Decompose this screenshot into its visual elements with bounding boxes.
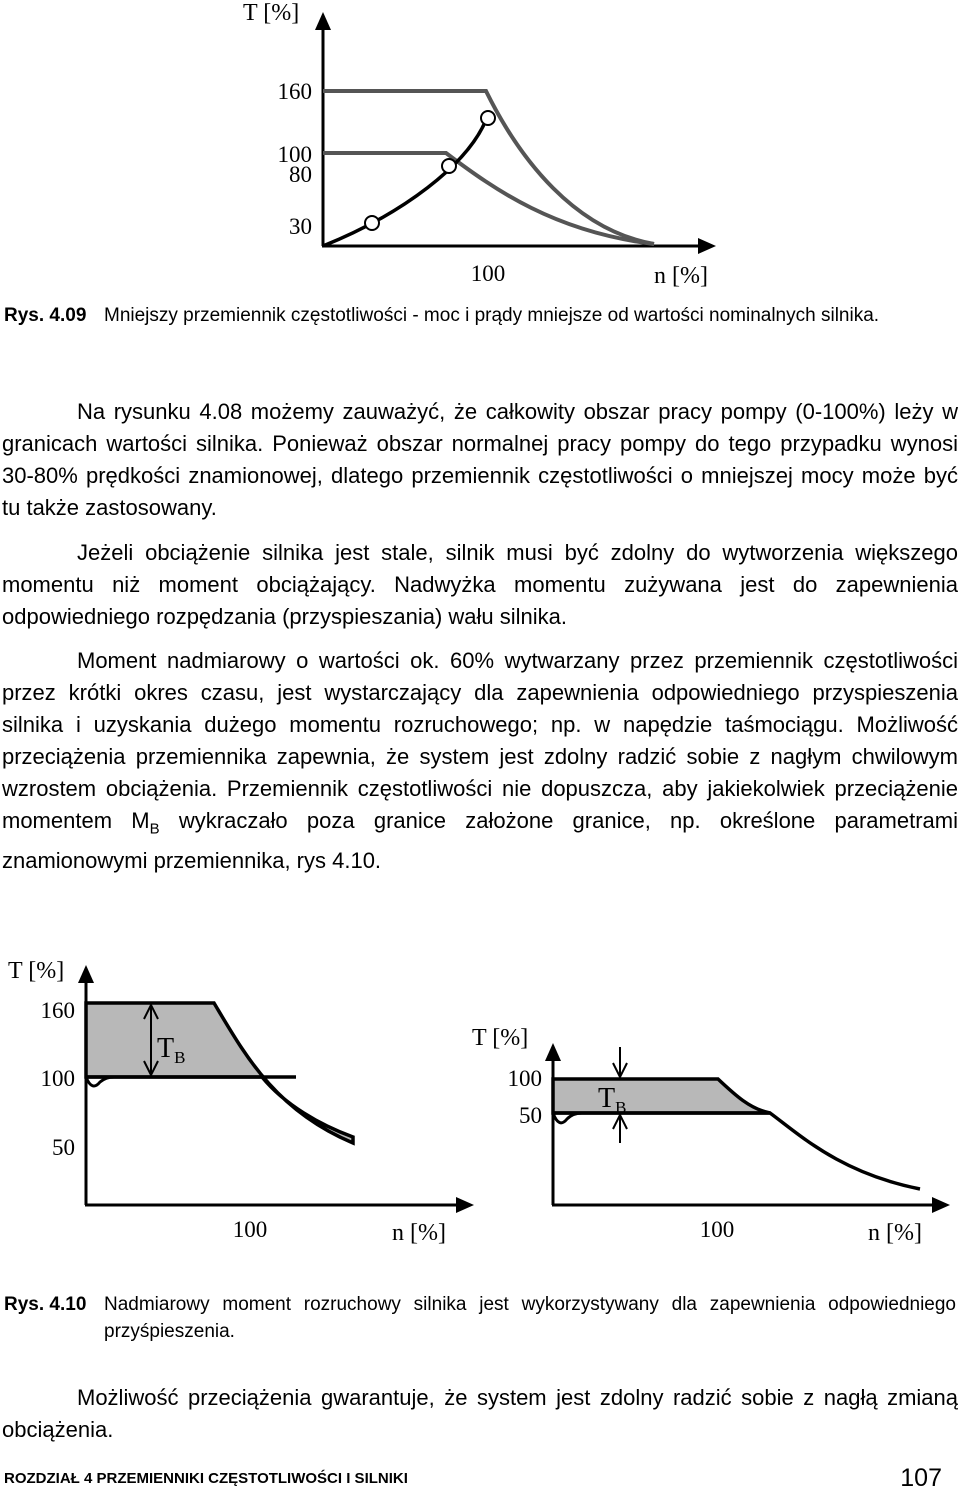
y-tick-160: 160 <box>277 79 312 104</box>
x-axis-arrow <box>698 238 716 254</box>
left-region-label: $T_B$ <box>157 1033 186 1067</box>
left-chart <box>8 958 474 1246</box>
left-y-axis-label: T [%] <box>8 958 65 984</box>
right-y-tick-100: 100 <box>507 1066 542 1091</box>
x-axis-label: n [%] <box>654 263 708 289</box>
right-x-axis-label: n [%] <box>868 1220 922 1246</box>
paragraph-1: Na rysunku 4.08 możemy zauważyć, że całkowity obszar pracy pompy (0-100%) leży w granicach wartości silnika. Ponieważ obszar normalnej pracy pompy do tego przypadku wynosi 30-80% prędkości znamionowej, dlatego przemiennik częstotliwości o mniejszej mocy może być tu także zastosowany. <box>2 399 958 520</box>
operating-points <box>365 111 495 230</box>
left-x-tick-100: 100 <box>232 1217 268 1242</box>
paragraph-3 <box>2 645 958 877</box>
paragraph-3-text-b: wykraczało poza granice założone granice, np. określone parametrami znamionowymi przemiennika, rys 4.10. <box>2 808 958 874</box>
paragraph-3-subscript: B <box>149 820 160 838</box>
left-x-arrow <box>456 1197 474 1213</box>
left-y-tick-50: 50 <box>52 1135 75 1160</box>
right-x-tick-100: 100 <box>699 1217 735 1242</box>
axes <box>322 18 706 246</box>
figure-4-09 <box>0 0 960 300</box>
y-tick-30: 30 <box>289 214 312 239</box>
page-number: 107 <box>900 1464 942 1492</box>
right-nominal-curve <box>553 1113 920 1189</box>
right-region-label: $T_B$ <box>598 1083 627 1117</box>
paragraph-2: Jeżeli obciążenie silnika jest stale, silnik musi być zdolny do wytworzenia większego momentu niż moment obciążający. Nadwyżka momentu zużywana jest do zapewnienia odpowiedniego rozpędzania (przyspieszania) wału silnika. <box>2 540 958 629</box>
left-overload-region <box>86 1003 353 1143</box>
chapter-footer: ROZDZIAŁ 4 PRZEMIENNIKI CZĘSTOTLIWOŚCI I SILNIKI <box>4 1470 408 1487</box>
caption-label: Rys. 4.10 <box>4 1294 87 1315</box>
right-y-tick-50: 50 <box>519 1103 542 1128</box>
figure-caption-4-09 <box>4 302 956 329</box>
paragraph-4: Możliwość przeciążenia gwarantuje, że system jest zdolny radzić sobie z nagłą zmianą obciążenia. <box>2 1385 958 1442</box>
left-x-axis-label: n [%] <box>392 1220 446 1246</box>
load-curve <box>323 115 488 246</box>
left-y-tick-160: 160 <box>40 998 75 1023</box>
figure-4-10 <box>0 945 960 1245</box>
right-y-axis-label: T [%] <box>472 1025 529 1051</box>
right-axes <box>552 1049 940 1205</box>
right-overload-region <box>553 1079 770 1113</box>
figure-caption-4-10 <box>4 1291 956 1345</box>
y-axis-label: T [%] <box>243 0 300 26</box>
right-x-arrow <box>932 1197 950 1213</box>
right-y-arrow <box>545 1043 561 1061</box>
right-chart <box>472 1025 950 1246</box>
y-axis-arrow <box>315 12 331 30</box>
caption-text: Mniejszy przemiennik częstotliwości - moc i prądy mniejsze od wartości nominalnych silnika. <box>104 305 880 326</box>
caption-text: Nadmiarowy moment rozruchowy silnika jest wykorzystywany dla zapewnienia odpowiedniego przyśpieszenia. <box>104 1294 956 1342</box>
y-tick-100: 100 <box>277 142 312 167</box>
y-tick-80: 80 <box>289 162 312 187</box>
left-y-tick-100: 100 <box>40 1066 75 1091</box>
x-tick-100: 100 <box>470 261 506 286</box>
paragraph-3-text-a: Moment nadmiarowy o wartości ok. 60% wytwarzany przez przemiennik częstotliwości przez krótki okres czasu, jest wystarczający dla zapewnienia odpowiedniego przyspieszenia silnika i uzyskania dużego momentu rozruchowego; np. w napędzie taśmociągu. Możliwość przeciążenia przemiennika zapewnia, że system jest zdolny radzić sobie z nagłym chwilowym wzrostem obciążenia. Przemiennik częstotliwości nie dopuszcza, aby jakiekolwiek przeciążenie momentem M <box>2 648 958 833</box>
caption-label: Rys. 4.09 <box>4 305 87 326</box>
left-y-arrow <box>78 965 94 983</box>
